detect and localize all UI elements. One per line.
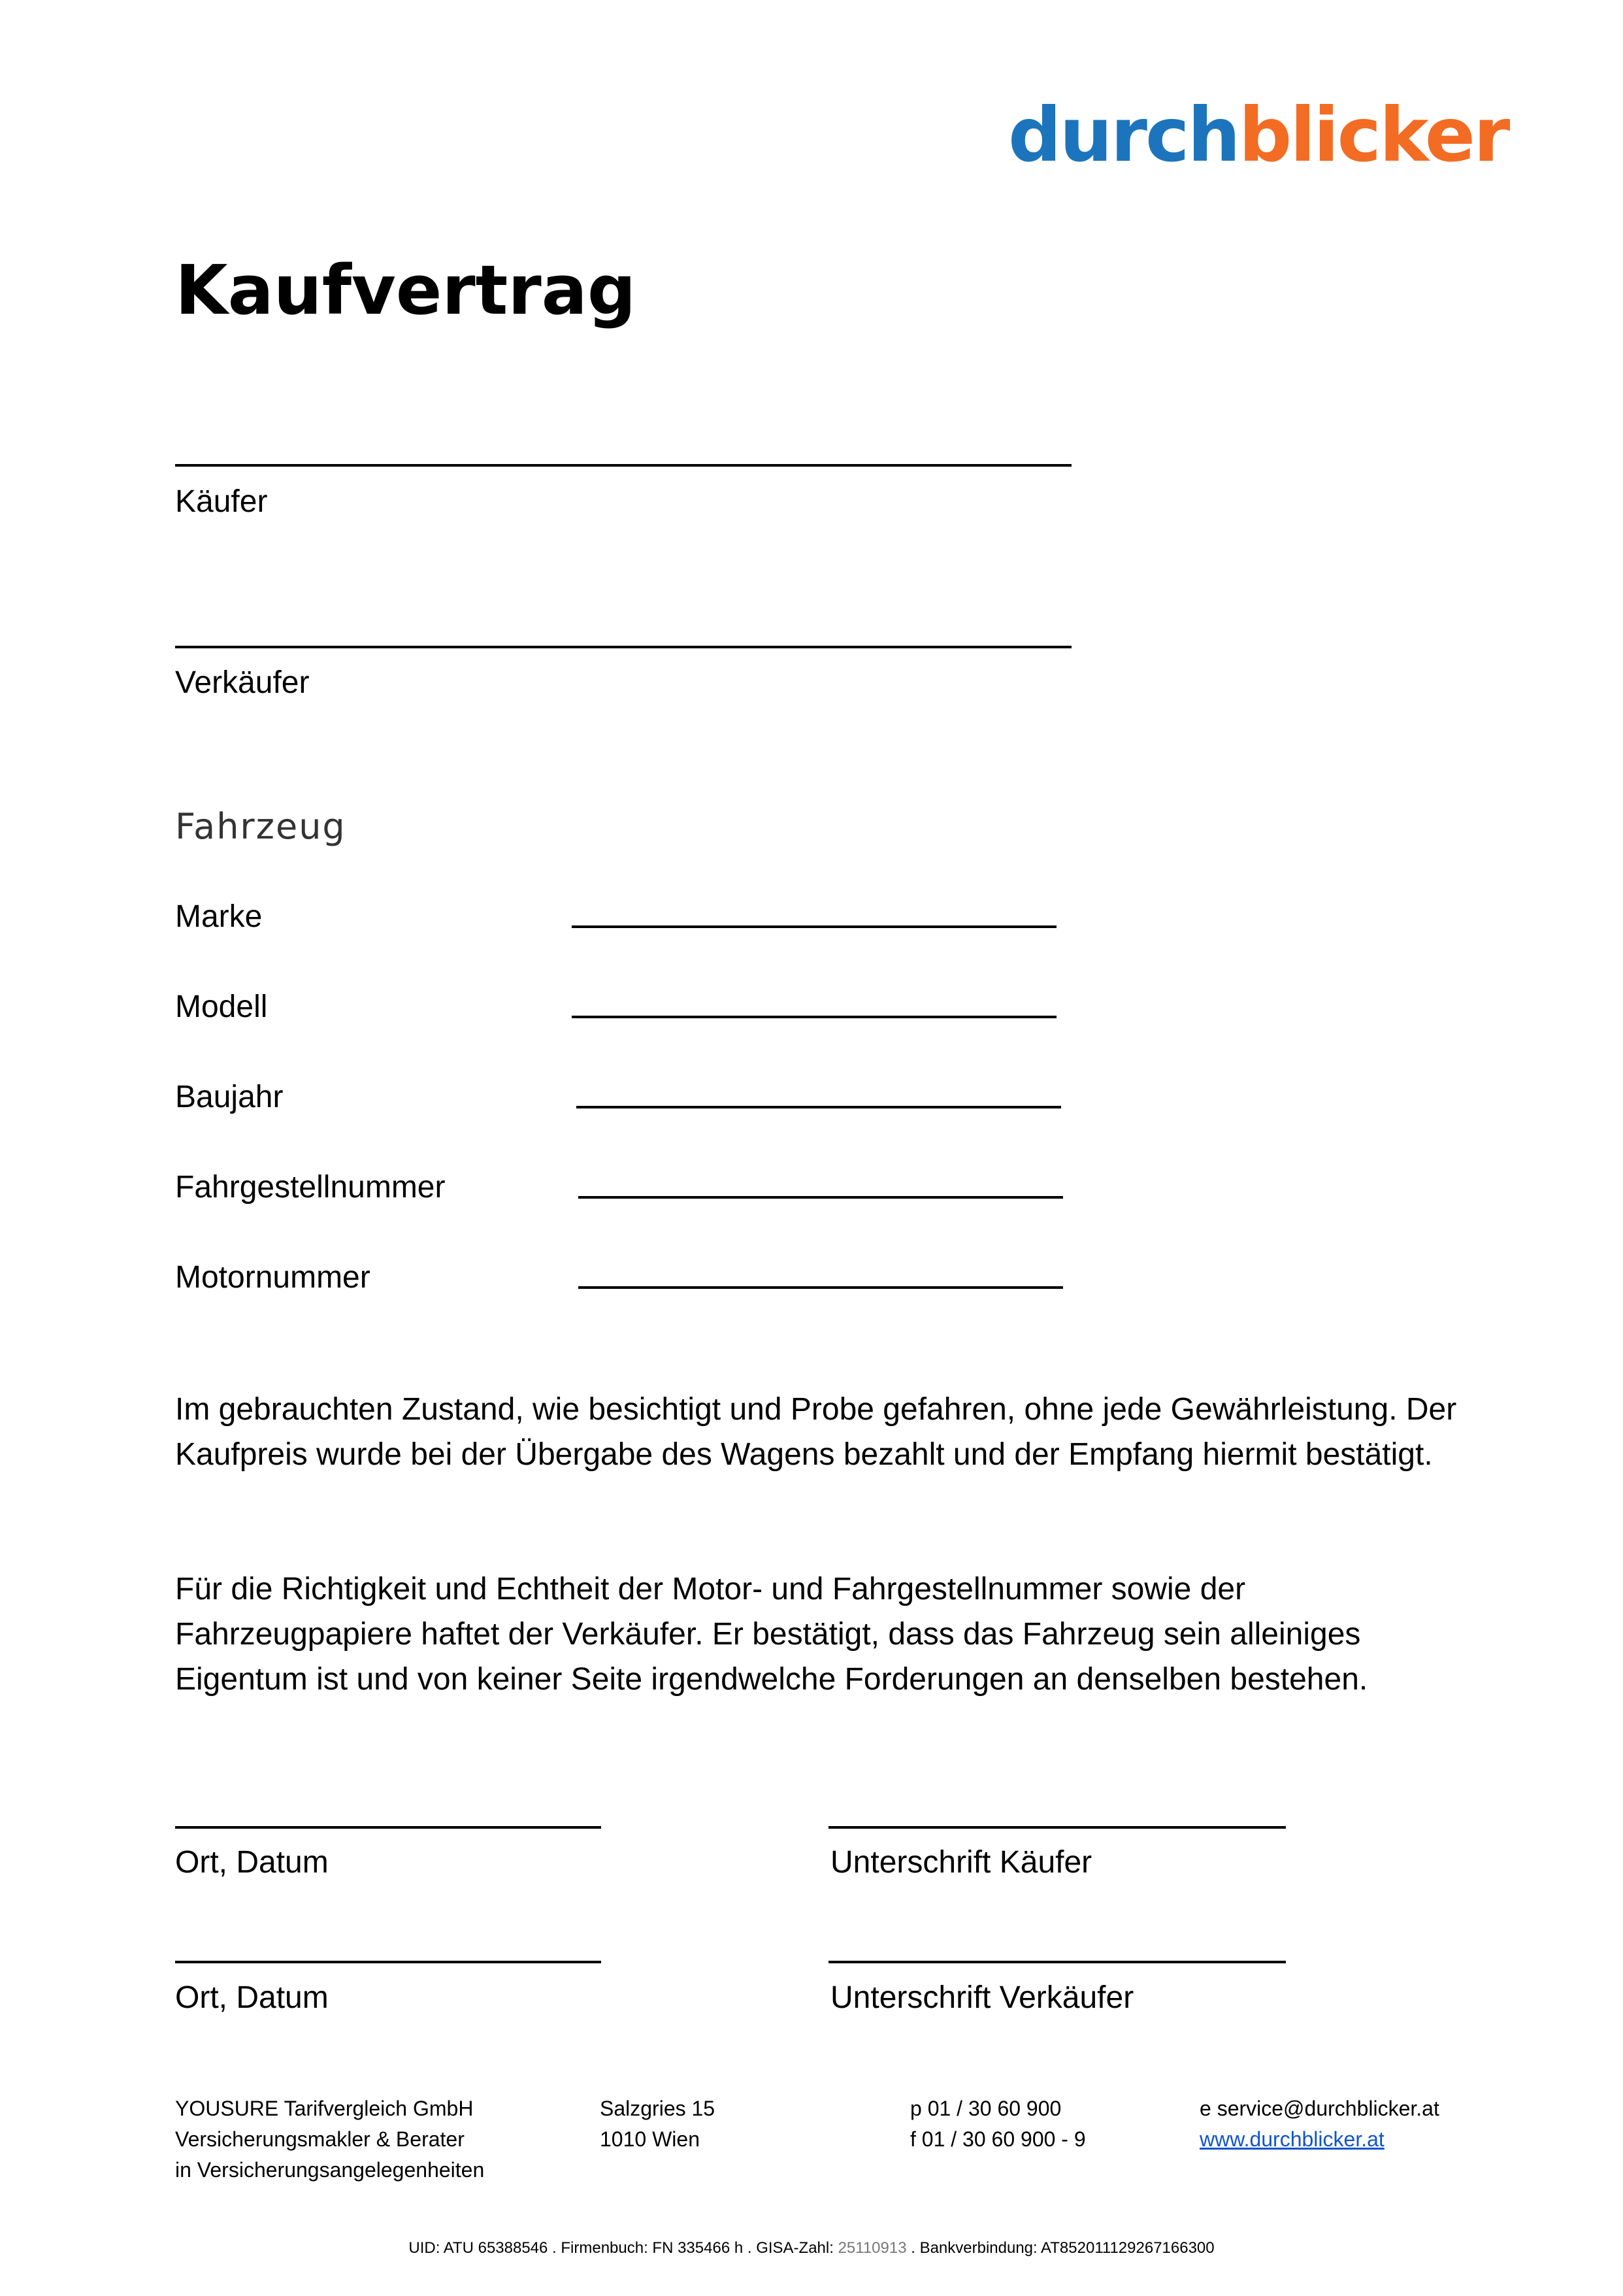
footer-address — [600, 2093, 715, 2155]
footer-email: e service@durchblicker.at — [1200, 2097, 1439, 2120]
footer-phone: p 01 / 30 60 900 — [910, 2097, 1062, 2120]
place-date-line-2[interactable] — [175, 1961, 601, 1963]
footer-phone-block — [910, 2093, 1086, 2155]
field-label-motornummer: Motornummer — [175, 1260, 370, 1295]
page-title: Kaufvertrag — [175, 250, 636, 330]
field-label-baujahr: Baujahr — [175, 1080, 284, 1114]
field-line-baujahr[interactable] — [576, 1106, 1061, 1108]
vehicle-heading: Fahrzeug — [175, 806, 346, 847]
legal-suffix: . Bankverbindung: AT852011129267166300 — [906, 2239, 1215, 2257]
place-date-line-1[interactable] — [175, 1826, 601, 1829]
field-label-modell: Modell — [175, 990, 268, 1024]
field-label-fahrgestellnummer: Fahrgestellnummer — [175, 1170, 446, 1205]
footer-company-name: YOUSURE Tarifvergleich GmbH — [175, 2097, 474, 2120]
liability-paragraph: Für die Richtigkeit und Echtheit der Motor- und Fahrgestellnummer sowie der Fahrzeugpapiere haftet der Verkäufer. Er bestätigt, dass das Fahrzeug sein alleiniges Eigentum ist und von keiner Seite irgendwelche Forderungen an denselben bestehen. — [175, 1572, 1368, 1697]
footer-company-scope: in Versicherungsangelegenheiten — [175, 2158, 485, 2182]
field-label-marke: Marke — [175, 899, 263, 934]
seller-signature-line — [175, 646, 1072, 648]
footer-website-link[interactable]: www.durchblicker.at — [1200, 2127, 1385, 2151]
place-date-label-2: Ort, Datum — [175, 1980, 329, 2015]
field-line-fahrgestellnummer[interactable] — [578, 1196, 1063, 1199]
footer-street: Salzgries 15 — [600, 2097, 715, 2120]
gisa-number: 25110913 — [838, 2239, 907, 2257]
field-line-modell[interactable] — [572, 1016, 1057, 1018]
logo-part-blicker: blicker — [1238, 92, 1509, 178]
footer-company — [175, 2093, 484, 2186]
field-line-marke[interactable] — [572, 925, 1057, 928]
footer-contact-block — [1200, 2093, 1439, 2155]
buyer-label: Käufer — [175, 484, 268, 519]
field-line-motornummer[interactable] — [578, 1286, 1063, 1289]
footer-company-role: Versicherungsmakler & Berater — [175, 2127, 465, 2151]
footer-fax: f 01 / 30 60 900 - 9 — [910, 2127, 1086, 2151]
logo-part-durch: durch — [1008, 92, 1239, 178]
buyer-signature-label: Unterschrift Käufer — [830, 1845, 1092, 1880]
condition-paragraph: Im gebrauchten Zustand, wie besichtigt und Probe gefahren, ohne jede Gewährleistung. Der Kaufpreis wurde bei der Übergabe des Wagens bezahlt und der Empfang hiermit bestätigt. — [175, 1392, 1457, 1472]
seller-signature-label: Unterschrift Verkäufer — [830, 1980, 1134, 2015]
durchblicker-logo — [1008, 92, 1509, 178]
place-date-label-1: Ort, Datum — [175, 1845, 329, 1880]
buyer-signature-field-line[interactable] — [828, 1826, 1286, 1829]
buyer-signature-line — [175, 464, 1072, 467]
seller-label: Verkäufer — [175, 665, 310, 700]
legal-prefix: UID: ATU 65388546 . Firmenbuch: FN 335466 h . GISA-Zahl: — [408, 2239, 838, 2257]
footer-city: 1010 Wien — [600, 2127, 700, 2151]
seller-signature-field-line[interactable] — [828, 1961, 1286, 1963]
footer-legal — [0, 2240, 1623, 2256]
